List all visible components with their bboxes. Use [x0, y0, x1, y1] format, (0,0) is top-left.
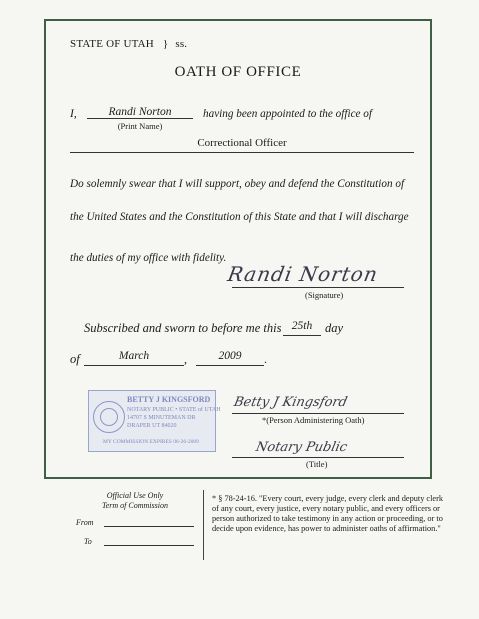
to-line [104, 545, 194, 546]
from-label: From [76, 518, 94, 527]
notary-stamp [88, 390, 221, 452]
stamp-name: BETTY J KINGSFORD [127, 395, 211, 404]
title-line [232, 457, 404, 458]
signature-line [232, 287, 404, 288]
official-use-heading [70, 491, 200, 511]
from-line [104, 526, 194, 527]
ss-label: ss. [175, 38, 188, 50]
oath-line-3: the duties of my office with fidelity. [70, 252, 227, 264]
stamp-line-1: NOTARY PUBLIC • STATE of UTAH [127, 407, 221, 413]
oath-taker-signature: Randi Norton [225, 262, 381, 286]
venue-header [70, 38, 187, 50]
state-label: STATE OF UTAH [70, 38, 154, 50]
printed-name-value: Randi Norton [108, 106, 172, 118]
administrator-label: *(Person Administering Oath) [262, 415, 365, 425]
term-of-commission-label: Term of Commission [102, 501, 168, 510]
office-line [70, 152, 414, 153]
year-line [196, 365, 264, 366]
month-line [84, 365, 184, 366]
stamp-line-2: 14707 S MINUTEMAN DR [127, 415, 196, 421]
of-label: of [70, 352, 80, 366]
statute-footnote: * § 78-24-16. "Every court, every judge, every clerk and deputy clerk of any court, every justice, every notary public, and every officers or person authorized to take testimony in any action or proceeding, or to decide upon evidence, has power to administer oaths of affirmation." [212, 494, 444, 533]
notary-seal-icon [93, 401, 125, 433]
month-value: March [118, 350, 150, 362]
day-label: day [325, 321, 344, 335]
printed-name-line [87, 118, 193, 119]
page-title: OATH OF OFFICE [174, 64, 302, 80]
footer-divider [203, 490, 204, 560]
oath-line-2: the United States and the Constitution of this State and that I will discharge [70, 211, 409, 223]
office-value: Correctional Officer [197, 137, 287, 149]
month-comma: , [184, 352, 187, 366]
i-label: I, [70, 108, 77, 120]
venue-bracket: } [162, 38, 169, 50]
to-label: To [84, 537, 92, 546]
title-label: (Title) [306, 459, 328, 469]
stamp-line-4: MY COMMISSION EXPIRES 06-26-2009 [103, 439, 199, 445]
day-value: 25th [291, 320, 313, 332]
signature-label: (Signature) [305, 290, 344, 300]
administrator-title-signature: Notary Public [254, 440, 349, 455]
administrator-signature: Betty J Kingsford [232, 395, 349, 410]
subscribed-text: Subscribed and sworn to before me this [84, 321, 282, 335]
stamp-line-3: DRAPER UT 84020 [127, 423, 177, 429]
year-period: . [264, 352, 267, 366]
print-name-label: (Print Name) [117, 121, 163, 131]
official-use-label: Official Use Only [106, 491, 164, 500]
day-line [283, 335, 321, 336]
year-value: 2009 [218, 350, 242, 362]
administrator-line [232, 413, 404, 414]
oath-line-1: Do solemnly swear that I will support, obey and defend the Constitution of [70, 178, 405, 190]
appointment-text: having been appointed to the office of [203, 108, 373, 120]
